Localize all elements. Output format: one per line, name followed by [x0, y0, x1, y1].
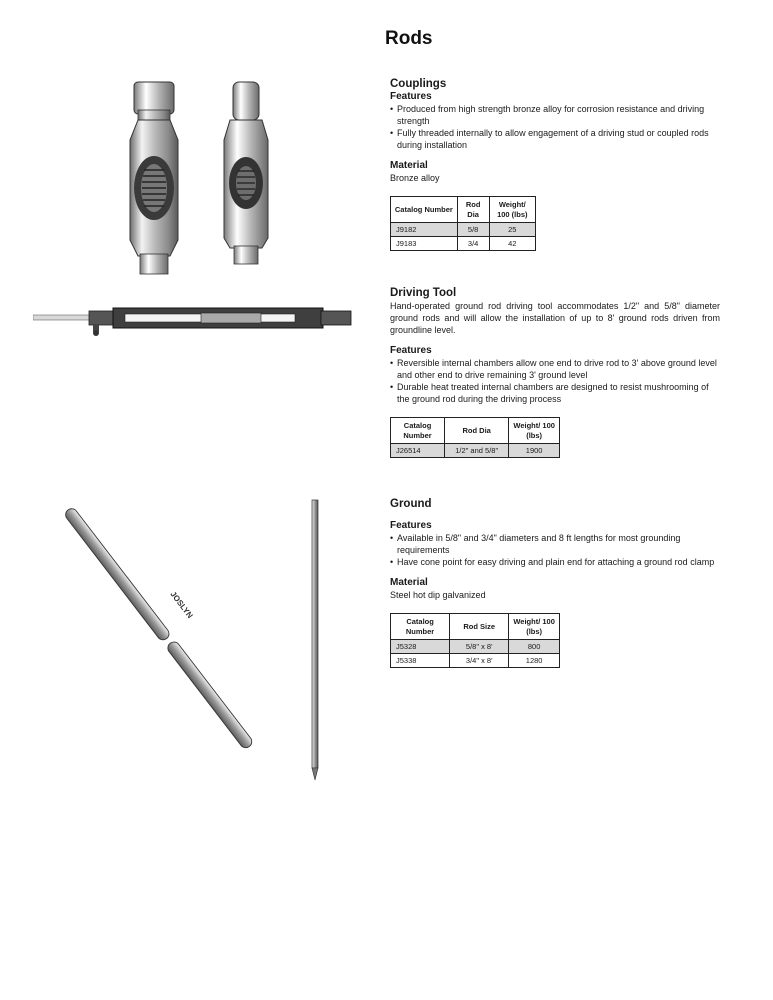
- coupling-images: [120, 78, 285, 278]
- driving-tool-table: [390, 417, 560, 458]
- driving-tool-features-list: [390, 357, 720, 405]
- table-header: Catalog Number: [391, 418, 445, 444]
- ground-table: [390, 613, 560, 668]
- ground-material: Steel hot dip galvanized: [390, 590, 486, 600]
- list-item: • Available in 5/8" and 3/4" diameters and 8 ft lengths for most grounding requirements: [390, 532, 720, 556]
- table-cell: 3/4" x 8': [450, 654, 509, 668]
- ground-features-list: [390, 532, 720, 568]
- table-row: [391, 654, 560, 668]
- list-item: • Produced from high strength bronze alloy for corrosion resistance and driving strength: [390, 103, 720, 127]
- table-row: [391, 640, 560, 654]
- table-cell: J5338: [391, 654, 450, 668]
- table-cell: 25: [489, 223, 535, 237]
- driving-tool-heading: Driving Tool: [390, 287, 457, 299]
- ground-rod-vertical-image: [312, 500, 318, 780]
- couplings-features-heading: Features: [390, 91, 432, 102]
- rod-marking-text: JOSLYN: [168, 589, 195, 621]
- table-header: Rod Dia: [445, 418, 509, 444]
- table-header: Catalog Number: [391, 197, 458, 223]
- driving-tool-description: Hand-operated ground rod driving tool accommodates 1/2" and 5/8" diameter ground rods and will allow the installation of up to 8' ground rods driven from groundline level.: [390, 301, 720, 335]
- list-item: • Have cone point for easy driving and plain end for attaching a ground rod clamp: [390, 556, 720, 568]
- table-cell: 3/4: [457, 237, 489, 251]
- ground-material-heading: Material: [390, 577, 428, 588]
- ground-section: [390, 497, 720, 668]
- table-cell: J9182: [391, 223, 458, 237]
- coupling-right-image: [224, 82, 268, 264]
- couplings-heading: Couplings: [390, 78, 447, 90]
- table-cell: J9183: [391, 237, 458, 251]
- driving-tool-features-heading: Features: [390, 345, 432, 356]
- table-header: Weight/ 100 (lbs): [509, 614, 560, 640]
- table-cell: 1/2" and 5/8": [445, 444, 509, 458]
- driving-tool-section: [390, 286, 720, 458]
- table-header: Weight/ 100 (lbs): [489, 197, 535, 223]
- list-item: • Reversible internal chambers allow one end to drive rod to 3' above ground level and other end to drive remaining 3' ground level: [390, 357, 720, 381]
- table-cell: 5/8" x 8': [450, 640, 509, 654]
- table-header: Rod Size: [450, 614, 509, 640]
- page-title: Rods: [385, 28, 433, 49]
- couplings-table: [390, 196, 536, 251]
- table-header: Weight/ 100 (lbs): [509, 418, 560, 444]
- couplings-features-list: [390, 103, 720, 151]
- ground-heading: Ground: [390, 498, 432, 510]
- ground-rod-diagonal-image: [63, 506, 254, 750]
- table-cell: J5328: [391, 640, 450, 654]
- ground-features-heading: Features: [390, 520, 432, 531]
- coupling-left-image: [130, 82, 178, 274]
- couplings-section: [390, 77, 720, 251]
- table-header: Rod Dia: [457, 197, 489, 223]
- table-header: Catalog Number: [391, 614, 450, 640]
- driving-tool-image: [33, 302, 353, 338]
- list-item: • Fully threaded internally to allow engagement of a driving stud or coupled rods during installation: [390, 127, 720, 151]
- table-cell: 5/8: [457, 223, 489, 237]
- table-cell: J26514: [391, 444, 445, 458]
- table-cell: 1280: [509, 654, 560, 668]
- table-cell: 800: [509, 640, 560, 654]
- couplings-material: Bronze alloy: [390, 173, 440, 183]
- ground-rod-images: [58, 494, 328, 784]
- table-cell: 42: [489, 237, 535, 251]
- couplings-material-heading: Material: [390, 160, 428, 171]
- list-item: • Durable heat treated internal chambers are designed to resist mushrooming of the ground rod during the driving process: [390, 381, 720, 405]
- table-cell: 1900: [509, 444, 560, 458]
- table-row: [391, 237, 536, 251]
- table-row: [391, 223, 536, 237]
- table-row: [391, 444, 560, 458]
